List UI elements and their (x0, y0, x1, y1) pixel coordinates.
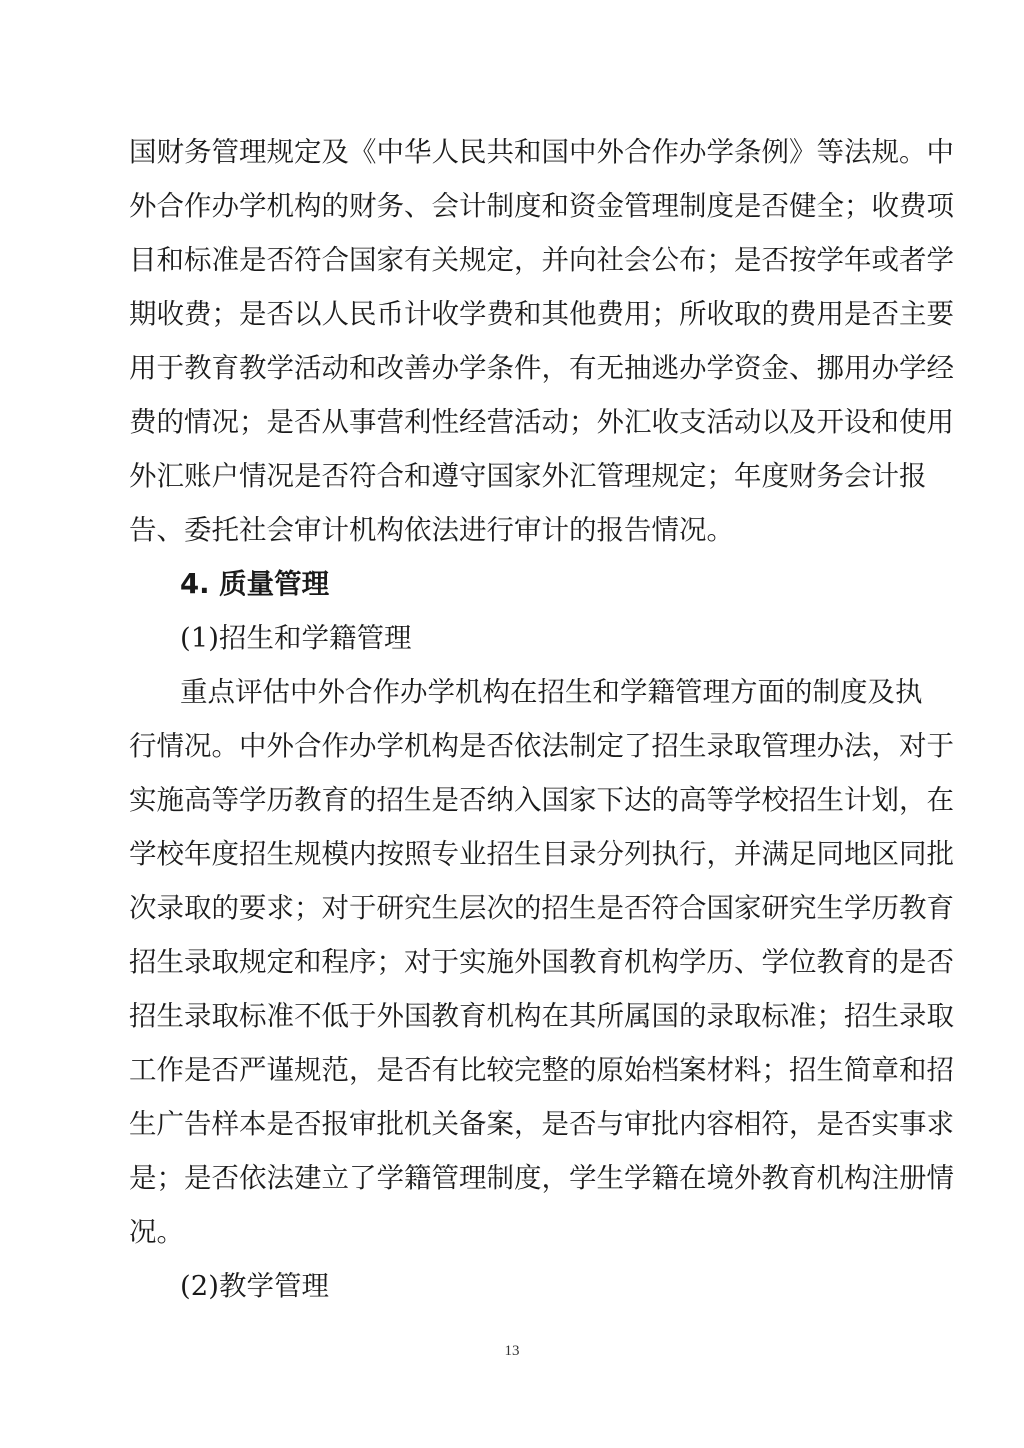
paragraph-line: 招生录取规定和程序；对于实施外国教育机构学历、学位教育的是否 (129, 946, 954, 978)
page-number: 13 (504, 1343, 520, 1359)
paragraph-line: 重点评估中外合作办学机构在招生和学籍管理方面的制度及执 (180, 676, 923, 708)
paragraph-line: 实施高等学历教育的招生是否纳入国家下达的高等学校招生计划，在 (129, 784, 954, 816)
paragraph-line: 国财务管理规定及《中华人民共和国中外合作办学条例》等法规。中 (129, 136, 954, 168)
paragraph-line: 是；是否依法建立了学籍管理制度，学生学籍在境外教育机构注册情 (129, 1162, 954, 1194)
subsection-heading: (1)招生和学籍管理 (180, 622, 412, 654)
paragraph-line: 告、委托社会审计机构依法进行审计的报告情况。 (129, 514, 734, 546)
paragraph-line: 用于教育教学活动和改善办学条件，有无抽逃办学资金、挪用办学经 (129, 352, 954, 384)
paragraph-line: 工作是否严谨规范，是否有比较完整的原始档案材料；招生简章和招 (129, 1054, 954, 1086)
paragraph-line: 次录取的要求；对于研究生层次的招生是否符合国家研究生学历教育 (129, 892, 954, 924)
paragraph-line: 费的情况；是否从事营利性经营活动；外汇收支活动以及开设和使用 (129, 406, 954, 438)
paragraph-line: 目和标准是否符合国家有关规定，并向社会公布；是否按学年或者学 (129, 244, 954, 276)
subsection-heading: (2)教学管理 (180, 1270, 329, 1302)
paragraph-line: 况。 (129, 1216, 184, 1248)
section-heading: 4. 质量管理 (180, 568, 330, 600)
paragraph-line: 期收费；是否以人民币计收学费和其他费用；所收取的费用是否主要 (129, 298, 954, 330)
paragraph-line: 行情况。中外合作办学机构是否依法制定了招生录取管理办法，对于 (129, 730, 954, 762)
paragraph-line: 招生录取标准不低于外国教育机构在其所属国的录取标准；招生录取 (129, 1000, 954, 1032)
paragraph-line: 外合作办学机构的财务、会计制度和资金管理制度是否健全；收费项 (129, 190, 954, 222)
paragraph-line: 学校年度招生规模内按照专业招生目录分列执行，并满足同地区同批 (129, 838, 954, 870)
paragraph-line: 外汇账户情况是否符合和遵守国家外汇管理规定；年度财务会计报 (129, 460, 927, 492)
paragraph-line: 生广告样本是否报审批机关备案，是否与审批内容相符，是否实事求 (129, 1108, 954, 1140)
